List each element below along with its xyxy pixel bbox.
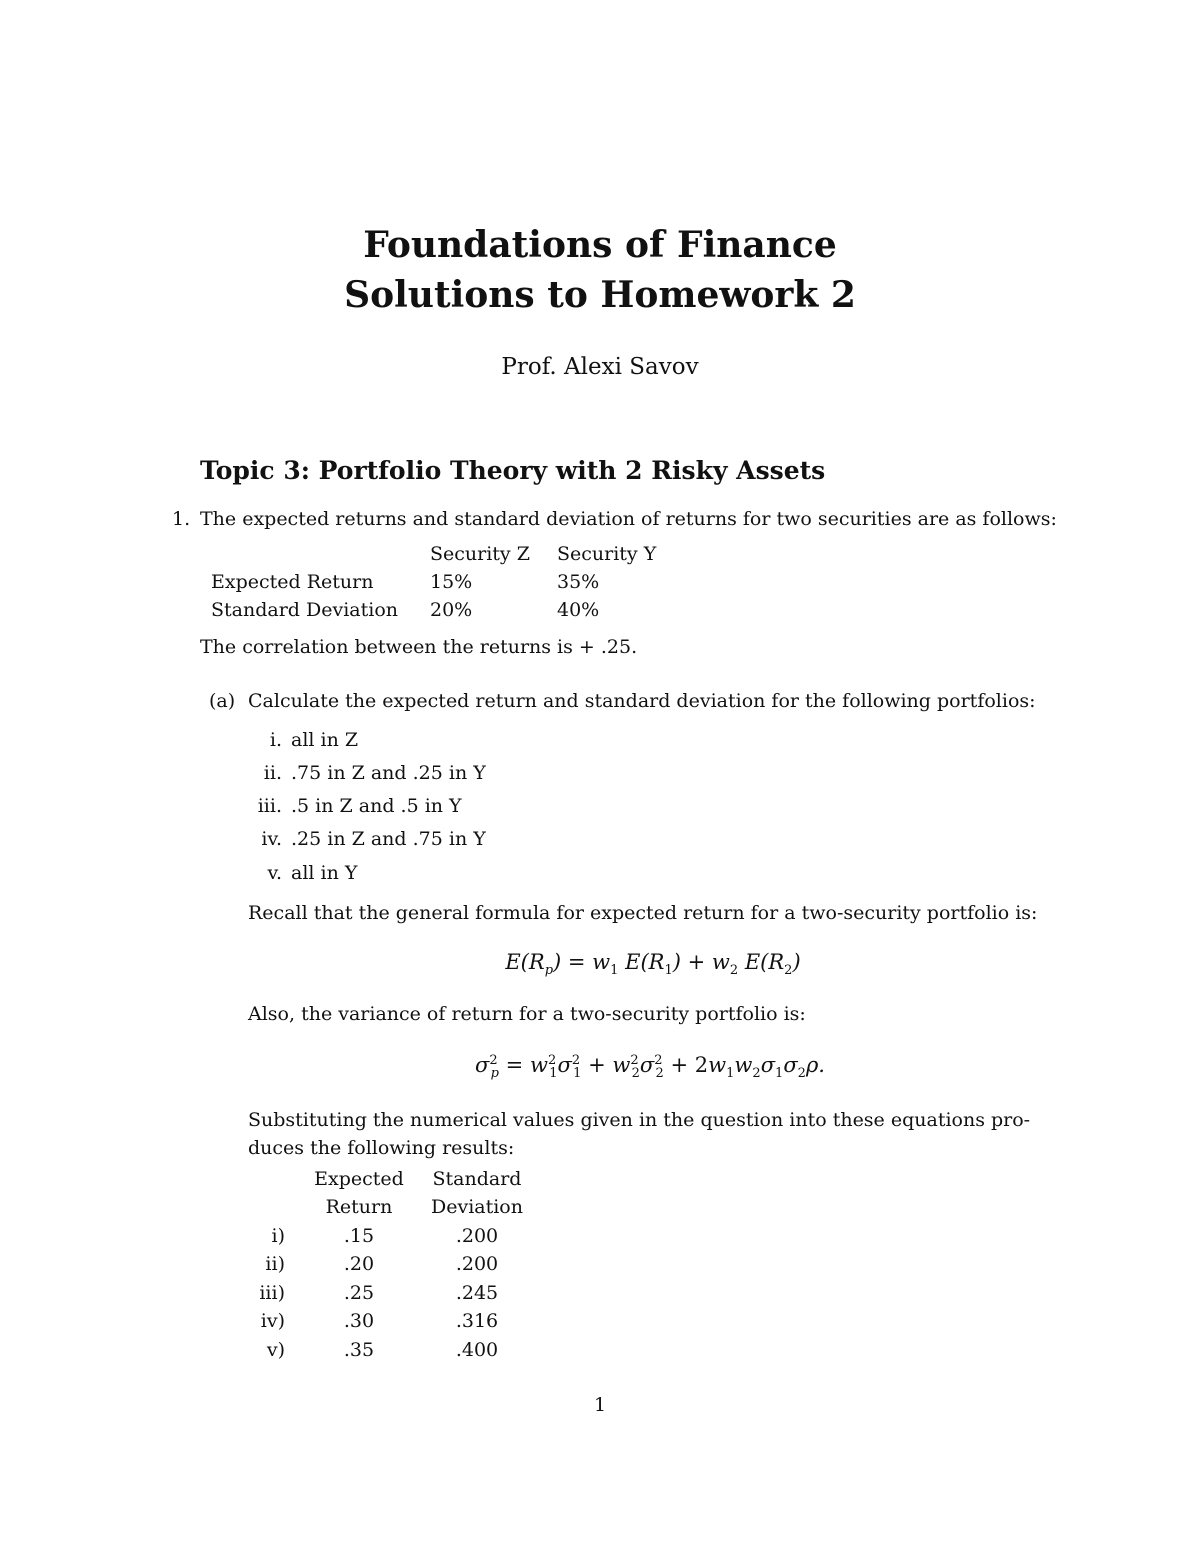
table-cell: 15% xyxy=(430,571,473,593)
table-cell: .15 xyxy=(343,1225,375,1247)
table-cell: .200 xyxy=(455,1225,499,1247)
table-cell: 35% xyxy=(557,571,600,593)
table-cell: .200 xyxy=(455,1253,499,1275)
table-cell: 40% xyxy=(557,599,600,621)
table-cell: .400 xyxy=(455,1339,499,1361)
list-item: .25 in Z and .75 in Y xyxy=(291,828,486,850)
topic-heading: Topic 3: Portfolio Theory with 2 Risky Assets xyxy=(200,456,826,485)
table-header-security-y: Security Y xyxy=(557,543,657,565)
page-number: 1 xyxy=(593,1394,607,1416)
table-header-return: Return xyxy=(325,1196,393,1218)
table-cell: .316 xyxy=(455,1310,499,1332)
table-cell: .245 xyxy=(455,1282,499,1304)
part-a-text: Calculate the expected return and standard deviation for the following portfolios: xyxy=(248,690,1036,712)
list-item-number: iii. xyxy=(257,795,282,817)
table-row-label: Standard Deviation xyxy=(211,599,398,621)
list-item: .75 in Z and .25 in Y xyxy=(291,762,486,784)
question-text: The expected returns and standard deviation of returns for two securities are as follows: xyxy=(200,508,1057,530)
table-header-expected: Expected xyxy=(314,1168,404,1190)
question-number: 1. xyxy=(172,508,191,530)
list-item-number: i. xyxy=(269,729,282,751)
table-header-standard: Standard xyxy=(432,1168,522,1190)
table-row-label: iv) xyxy=(260,1310,285,1332)
list-item-number: v. xyxy=(267,862,282,884)
title-line-2: Solutions to Homework 2 xyxy=(344,274,856,316)
table-cell: 20% xyxy=(430,599,473,621)
table-header-deviation: Deviation xyxy=(430,1196,523,1218)
table-row-label: iii) xyxy=(259,1282,285,1304)
list-item: all in Y xyxy=(291,862,358,884)
expected-return-equation: $E(R_p) = w_1$ $E(R_1) + w_2$ $E(R_2)$ xyxy=(505,950,801,979)
table-cell: .25 xyxy=(343,1282,375,1304)
list-item: all in Z xyxy=(291,729,359,751)
list-item-number: ii. xyxy=(263,762,282,784)
table-row-label: i) xyxy=(271,1225,285,1247)
table-header-security-z: Security Z xyxy=(430,543,530,565)
recall-text: Recall that the general formula for expected return for a two-security portfolio is: xyxy=(248,902,1038,924)
table-cell: .30 xyxy=(343,1310,375,1332)
table-row-label: ii) xyxy=(265,1253,285,1275)
also-text: Also, the variance of return for a two-security portfolio is: xyxy=(248,1003,806,1025)
part-a-label: (a) xyxy=(209,690,236,712)
table-cell: .35 xyxy=(343,1339,375,1361)
title-line-1: Foundations of Finance xyxy=(363,224,837,266)
table-row-label: v) xyxy=(266,1339,285,1361)
list-item-number: iv. xyxy=(261,828,282,850)
correlation-text: The correlation between the returns is + .25. xyxy=(200,636,638,658)
substituting-text-line-1: Substituting the numerical values given in the question into these equations pro- xyxy=(248,1109,1031,1131)
table-cell: .20 xyxy=(343,1253,375,1275)
table-row-label: Expected Return xyxy=(211,571,374,593)
variance-equation: $\sigma^2_p = w^2_1\sigma^2_1 + w^2_2\sigma^2_2 + 2w_1w_2\sigma_1\sigma_2\rho$. xyxy=(475,1053,825,1082)
substituting-text-line-2: duces the following results: xyxy=(248,1137,515,1159)
author: Prof. Alexi Savov xyxy=(501,354,699,380)
list-item: .5 in Z and .5 in Y xyxy=(291,795,462,817)
